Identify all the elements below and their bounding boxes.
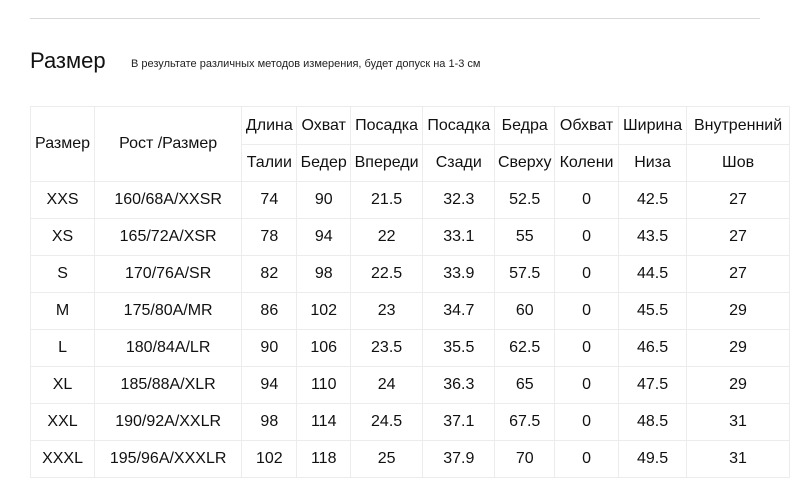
table-cell: 42.5: [618, 182, 686, 219]
table-cell: 37.1: [423, 404, 495, 441]
table-cell: 185/88A/XLR: [95, 367, 242, 404]
table-cell: 55: [495, 219, 555, 256]
table-cell: 57.5: [495, 256, 555, 293]
table-cell: 24.5: [350, 404, 422, 441]
table-cell: 46.5: [618, 330, 686, 367]
table-cell: 190/92A/XXLR: [95, 404, 242, 441]
header-cell: Шов: [687, 145, 790, 182]
table-row: [31, 219, 790, 256]
table-row: [31, 441, 790, 478]
table-cell: 94: [297, 219, 351, 256]
table-row: [31, 404, 790, 441]
header-row-1: [31, 107, 790, 145]
table-cell: 47.5: [618, 367, 686, 404]
table-cell: 0: [555, 367, 619, 404]
table-cell: 90: [242, 330, 297, 367]
table-cell: 74: [242, 182, 297, 219]
table-cell: 29: [687, 367, 790, 404]
header-size: Размер: [31, 107, 95, 182]
header-height-size: Рост /Размер: [95, 107, 242, 182]
table-cell: 31: [687, 441, 790, 478]
table-cell: 36.3: [423, 367, 495, 404]
table-cell: 22.5: [350, 256, 422, 293]
table-cell: 170/76A/SR: [95, 256, 242, 293]
page-title: Размер: [30, 48, 106, 73]
size-label-cell: XXS: [31, 182, 95, 219]
table-cell: 0: [555, 330, 619, 367]
table-cell: 86: [242, 293, 297, 330]
table-cell: 27: [687, 256, 790, 293]
table-cell: 118: [297, 441, 351, 478]
table-cell: 110: [297, 367, 351, 404]
table-cell: 70: [495, 441, 555, 478]
table-cell: 175/80A/MR: [95, 293, 242, 330]
table-cell: 0: [555, 293, 619, 330]
table-cell: 29: [687, 293, 790, 330]
table-row: [31, 256, 790, 293]
size-label-cell: XXXL: [31, 441, 95, 478]
table-row: [31, 330, 790, 367]
size-label-cell: XS: [31, 219, 95, 256]
table-cell: 34.7: [423, 293, 495, 330]
table-cell: 98: [297, 256, 351, 293]
header-cell: Ширина: [618, 107, 686, 145]
table-cell: 114: [297, 404, 351, 441]
table-cell: 0: [555, 441, 619, 478]
table-cell: 0: [555, 256, 619, 293]
table-cell: 21.5: [350, 182, 422, 219]
table-cell: 102: [242, 441, 297, 478]
table-cell: 102: [297, 293, 351, 330]
table-cell: 165/72A/XSR: [95, 219, 242, 256]
header-cell: Впереди: [350, 145, 422, 182]
table-cell: 82: [242, 256, 297, 293]
table-cell: 33.1: [423, 219, 495, 256]
header-cell: Низа: [618, 145, 686, 182]
table-cell: 23.5: [350, 330, 422, 367]
header-cell: Охват: [297, 107, 351, 145]
header-cell: Бедра: [495, 107, 555, 145]
table-cell: 106: [297, 330, 351, 367]
table-cell: 24: [350, 367, 422, 404]
table-cell: 65: [495, 367, 555, 404]
table-cell: 180/84A/LR: [95, 330, 242, 367]
size-label-cell: M: [31, 293, 95, 330]
table-cell: 44.5: [618, 256, 686, 293]
table-cell: 25: [350, 441, 422, 478]
table-cell: 160/68A/XXSR: [95, 182, 242, 219]
header-cell: Обхват: [555, 107, 619, 145]
table-cell: 78: [242, 219, 297, 256]
table-cell: 94: [242, 367, 297, 404]
table-cell: 52.5: [495, 182, 555, 219]
header-cell: Сзади: [423, 145, 495, 182]
table-cell: 0: [555, 182, 619, 219]
table-cell: 48.5: [618, 404, 686, 441]
table-cell: 67.5: [495, 404, 555, 441]
table-cell: 23: [350, 293, 422, 330]
table-cell: 60: [495, 293, 555, 330]
table-cell: 0: [555, 219, 619, 256]
top-divider: [30, 18, 760, 19]
header-cell: Внутренний: [687, 107, 790, 145]
size-label-cell: XXL: [31, 404, 95, 441]
table-cell: 90: [297, 182, 351, 219]
table-row: [31, 182, 790, 219]
size-label-cell: XL: [31, 367, 95, 404]
size-chart-table: [30, 106, 790, 478]
table-cell: 62.5: [495, 330, 555, 367]
table-cell: 29: [687, 330, 790, 367]
header-cell: Посадка: [423, 107, 495, 145]
table-cell: 27: [687, 182, 790, 219]
table-cell: 195/96A/XXXLR: [95, 441, 242, 478]
table-cell: 98: [242, 404, 297, 441]
table-cell: 0: [555, 404, 619, 441]
table-cell: 45.5: [618, 293, 686, 330]
table-cell: 33.9: [423, 256, 495, 293]
table-cell: 43.5: [618, 219, 686, 256]
table-cell: 31: [687, 404, 790, 441]
table-cell: 37.9: [423, 441, 495, 478]
table-cell: 35.5: [423, 330, 495, 367]
table-cell: 27: [687, 219, 790, 256]
header-cell: Посадка: [350, 107, 422, 145]
measurement-note: В результате различных методов измерения, будет допуск на 1-3 см: [131, 58, 481, 70]
header-cell: Длина: [242, 107, 297, 145]
table-row: [31, 293, 790, 330]
table-cell: 22: [350, 219, 422, 256]
size-label-cell: L: [31, 330, 95, 367]
header-cell: Сверху: [495, 145, 555, 182]
table-cell: 49.5: [618, 441, 686, 478]
header-cell: Бедер: [297, 145, 351, 182]
size-label-cell: S: [31, 256, 95, 293]
table-cell: 32.3: [423, 182, 495, 219]
table-row: [31, 367, 790, 404]
header-cell: Колени: [555, 145, 619, 182]
header-cell: Талии: [242, 145, 297, 182]
